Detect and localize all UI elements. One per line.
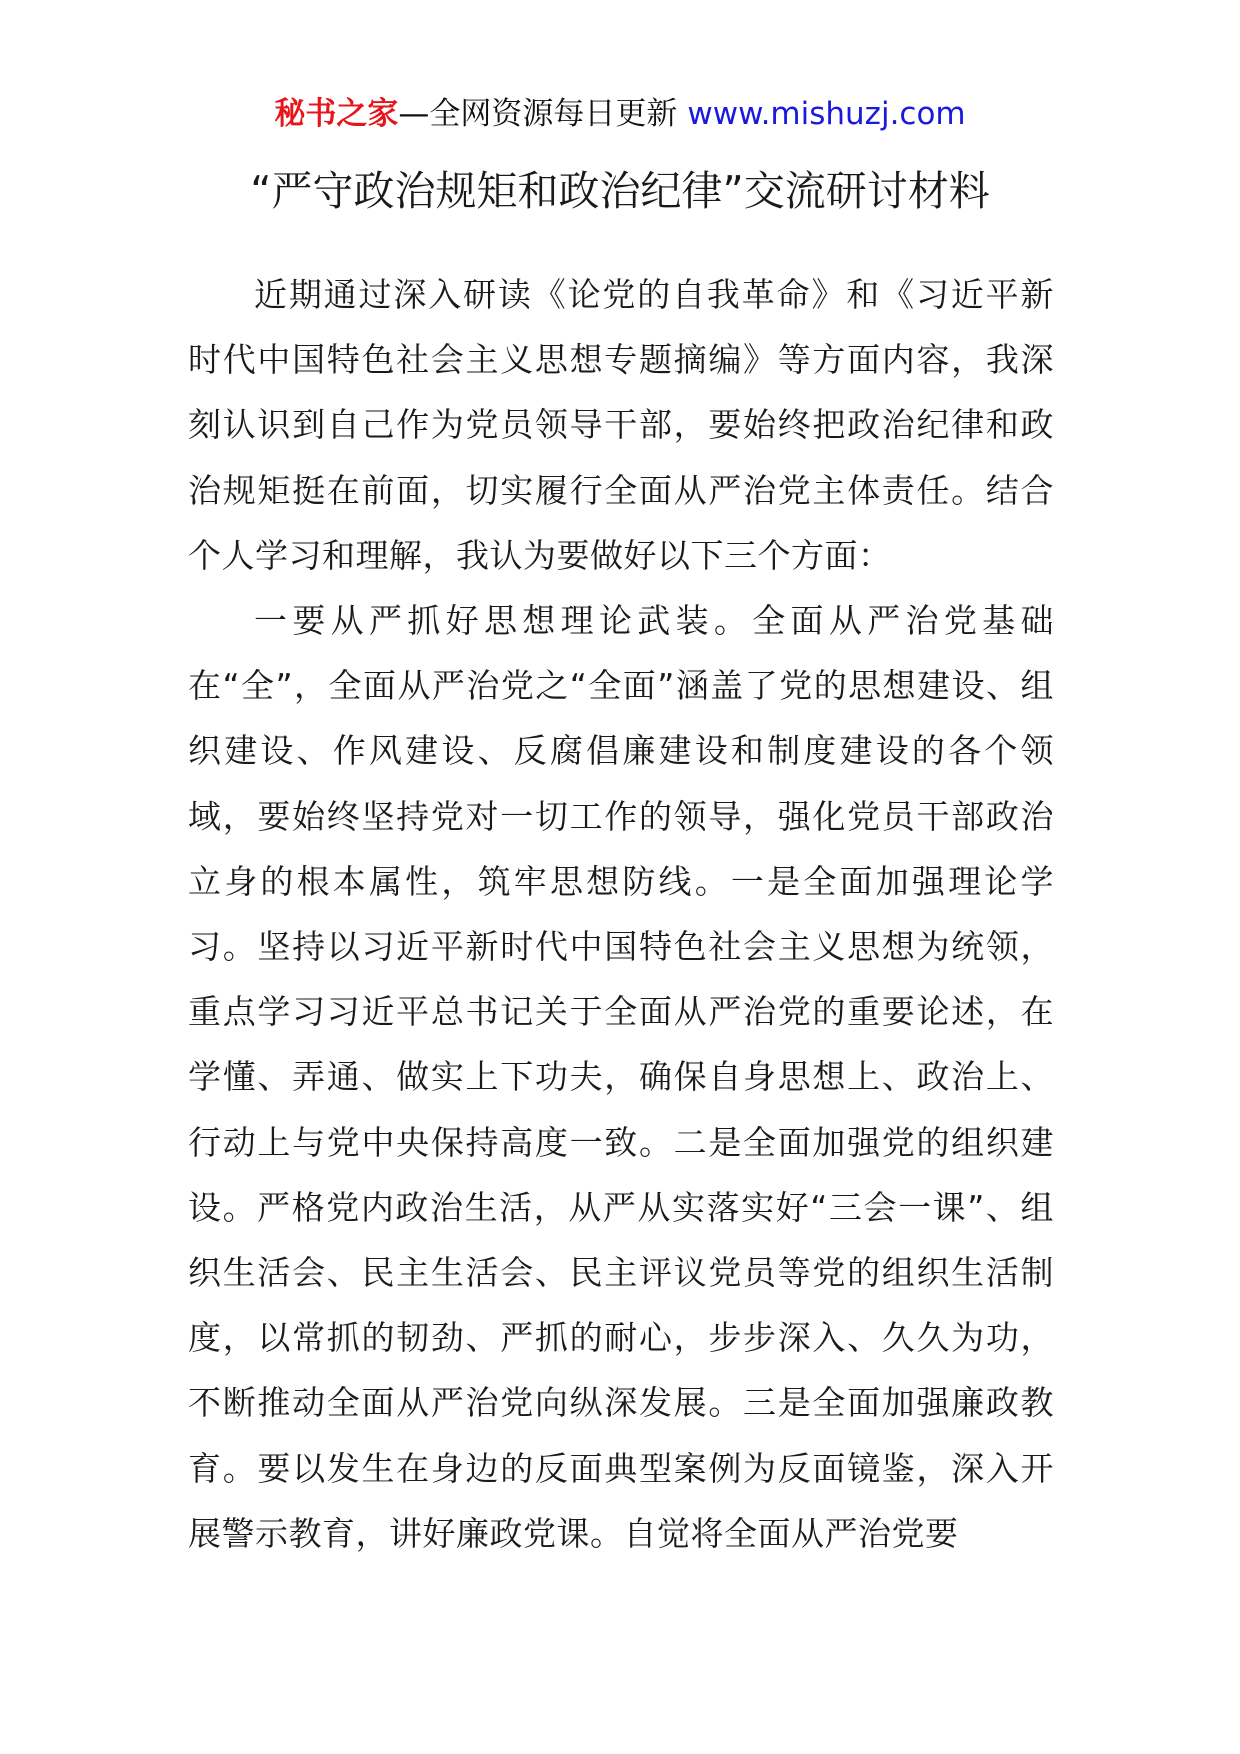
header-tagline: —全网资源每日更新: [398, 96, 678, 132]
paragraph-intro: 近期通过深入研读《论党的自我革命》和《习近平新时代中国特色社会主义思想专题摘编》等方面内容，我深刻认识到自己作为党员领导干部，要始终把政治纪律和政治规矩挺在前面，切实履行全面从严治党主体责任。结合个人学习和理解，我认为要做好以下三个方面：: [188, 275, 1054, 575]
paragraph-section-one: 一要从严抓好思想理论武装。全面从严治党基础在“全”，全面从严治党之“全面”涵盖了党的思想建设、组织建设、作风建设、反腐倡廉建设和制度建设的各个领域，要始终坚持党对一切工作的领导，强化党员干部政治立身的根本属性，筑牢思想防线。一是全面加强理论学习。坚持以习近平新时代中国特色社会主义思想为统领，重点学习习近平总书记关于全面从严治党的重要论述，在学懂、弄通、做实上下功夫，确保自身思想上、政治上、行动上与党中央保持高度一致。二是全面加强党的组织建设。严格党内政治生活，从严从实落实好“三会一课”、组织生活会、民主生活会、民主评议党员等党的组织生活制度，以常抓的韧劲、严抓的耐心，步步深入、久久为功，不断推动全面从严治党向纵深发展。三是全面加强廉政教育。要以发生在身边的反面典型案例为反面镜鉴，深入开展警示教育，讲好廉政党课。自觉将全面从严治党要: [188, 601, 1054, 1553]
site-url-link[interactable]: www.mishuzj.com: [687, 96, 966, 132]
brand-name: 秘书之家: [274, 96, 399, 132]
document-body: [188, 262, 1054, 1566]
document-title: “严守政治规矩和政治纪律”交流研讨材料: [250, 167, 990, 215]
site-header: [0, 92, 1240, 136]
